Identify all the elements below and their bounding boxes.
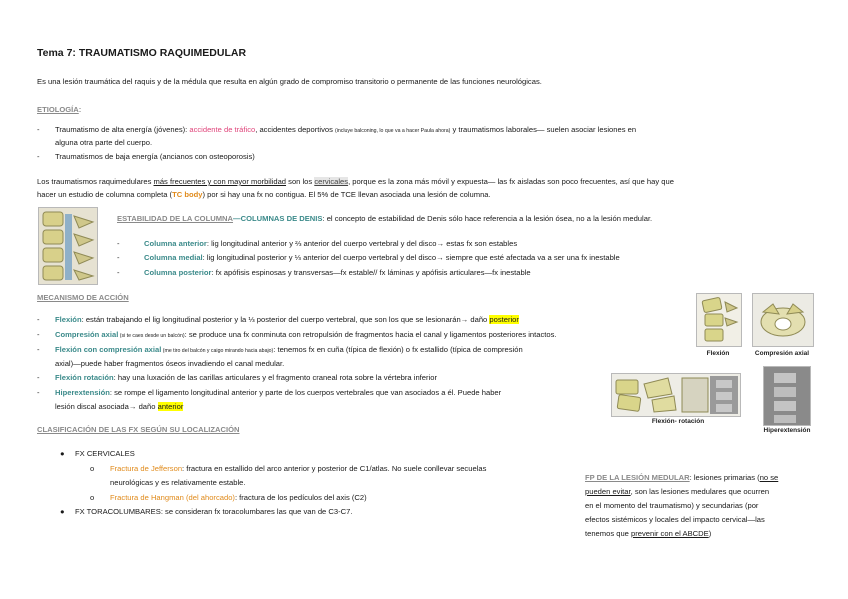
fx-toracolumbares: FX TORACOLUMBARES: se consideran fx toracolumbares las que van de C3-C7. (75, 507, 353, 516)
fp-line-3: en el momento del traumatismo) y secundarias (por (585, 501, 759, 510)
bullet-dot: ● (60, 507, 65, 516)
fx-cervicales: FX CERVICALES (75, 449, 135, 458)
bullet-circle: o (90, 464, 95, 473)
spine-drawing (39, 208, 97, 284)
fp-line-4: efectos sistémicos y locales del impacto cervical—las (585, 515, 765, 524)
dash-bullet: - (37, 345, 40, 354)
intro-text: Es una lesión traumática del raquis y de la médula que resulta en algún grado de compromiso transitorio o permanente de las funciones neurológicas. (37, 77, 542, 86)
mecanismo-flexcomp: Flexión con compresión axial (me tiro del balcón y caigo mirando hacia abajo): tenemos fx en cuña (típica de flexión) o fx estallido (típica de compresión (55, 345, 523, 354)
mecanismo-compresion: Compresión axial (si te caes desde un balcón): se produce una fx conminuta con retropulsión de fragmentos hacia el canal y ligamentos posteriores intactos. (55, 330, 557, 339)
fp-line-1: FP DE LA LESIÓN MEDULAR: lesiones primarias (no se (585, 473, 779, 482)
mecanismo-hiper: Hiperextensión: se rompe el ligamento longitudinal anterior y parte de los cuerpos vertebrales que van asociados a él. Puede haber (55, 388, 502, 397)
etiologia-item-1: Traumatismo de alta energía (jóvenes): accidente de tráfico, accidentes deportivos (incluye balconing, lo que va a hacer Paula ahora) y traumatismos laborales— suelen asociar lesiones en (55, 125, 637, 134)
fp-line-5: tenemos que prevenir con el ABCDE) (585, 529, 712, 538)
caption-flexion: Flexión (706, 350, 730, 357)
caption-hiperextension: Hiperextensión (763, 427, 811, 434)
hiperextension-image (763, 366, 811, 426)
flexion-image (696, 293, 742, 347)
mecanismo-flexion: Flexión: están trabajando el lig longitudinal posterior y la ⅓ posterior del cuerpo vertebral, que son los que se lesionarán→ daño posterior (55, 315, 519, 324)
caption-rotacion: Flexión- rotación (651, 418, 705, 425)
fractura-hangman: Fractura de Hangman (del ahorcado): fractura de los pedículos del axis (C2) (110, 493, 367, 502)
mecanismo-rotacion: Flexión rotación: hay una luxación de las carillas articulares y el fragmento craneal rota sobre la vértebra inferior (55, 373, 437, 382)
etiologia-item-1-cont: alguna otra parte del cuerpo. (55, 138, 153, 147)
fractura-jefferson-cont: neurológicas y es relativamente estable. (110, 478, 246, 487)
dash-bullet: - (117, 268, 120, 277)
rotacion-image (611, 373, 741, 417)
mecanismo-heading: MECANISMO DE ACCIÓN (37, 293, 129, 302)
paragraph-line-2: hacer un estudio de columna completa (TC body) por si hay una fx no contigua. El 5% de TCE llevan asociada una lesión de columna. (37, 190, 491, 199)
columna-anterior: Columna anterior: lig longitudinal anterior y ⅔ anterior del cuerpo vertebral y del disco→ estas fx son estables (144, 239, 518, 248)
mecanismo-hiper-cont: lesión discal asociada→ daño anterior (55, 402, 184, 411)
etiologia-heading-text: ETIOLOGÍA (37, 105, 79, 114)
spine-image (38, 207, 98, 285)
paragraph-line-1: Los traumatismos raquimedulares más frecuentes y con mayor morbilidad son los cervicales, porque es la zona más móvil y expuesta— las fx aisladas son poco frecuentes, así que hay que (37, 177, 674, 186)
dash-bullet: - (37, 388, 40, 397)
etiologia-item-2: Traumatismos de baja energía (ancianos con osteoporosis) (55, 152, 255, 161)
etiologia-heading: ETIOLOGÍA: (37, 105, 82, 114)
dash-bullet: - (37, 152, 40, 161)
page-title: Tema 7: TRAUMATISMO RAQUIMEDULAR (37, 47, 247, 59)
compresion-image (752, 293, 814, 347)
estabilidad-heading: ESTABILIDAD DE LA COLUMNA—COLUMNAS DE DENIS: el concepto de estabilidad de Denis sólo hace referencia a la lesión ósea, no a la lesión medular. (117, 214, 653, 223)
dash-bullet: - (37, 315, 40, 324)
fp-line-2: pueden evitar, son las lesiones medulares que ocurren (585, 487, 770, 496)
clasificacion-heading: CLASIFICACIÓN DE LAS FX SEGÚN SU LOCALIZACIÓN (37, 425, 240, 434)
mecanismo-flexcomp-cont: axial)—puede haber fragmentos óseos invadiendo el canal medular. (55, 359, 285, 368)
caption-compresion: Compresión axial (754, 350, 810, 357)
dash-bullet: - (37, 373, 40, 382)
dash-bullet: - (37, 125, 40, 134)
columna-posterior: Columna posterior: fx apófisis espinosas y transversas—fx estable// fx láminas y apófisis articulares—fx inestable (144, 268, 531, 277)
dash-bullet: - (117, 253, 120, 262)
dash-bullet: - (37, 330, 40, 339)
columna-medial: Columna medial: lig longitudinal posterior y ⅓ anterior del cuerpo vertebral y del disco→ siempre que esté afectada va a ser una fx inestable (144, 253, 620, 262)
dash-bullet: - (117, 239, 120, 248)
fractura-jefferson: Fractura de Jefferson: fractura en estallido del arco anterior y posterior de C1/atlas. No suele conllevar secuelas (110, 464, 487, 473)
bullet-circle: o (90, 493, 95, 502)
bullet-dot: ● (60, 449, 65, 458)
